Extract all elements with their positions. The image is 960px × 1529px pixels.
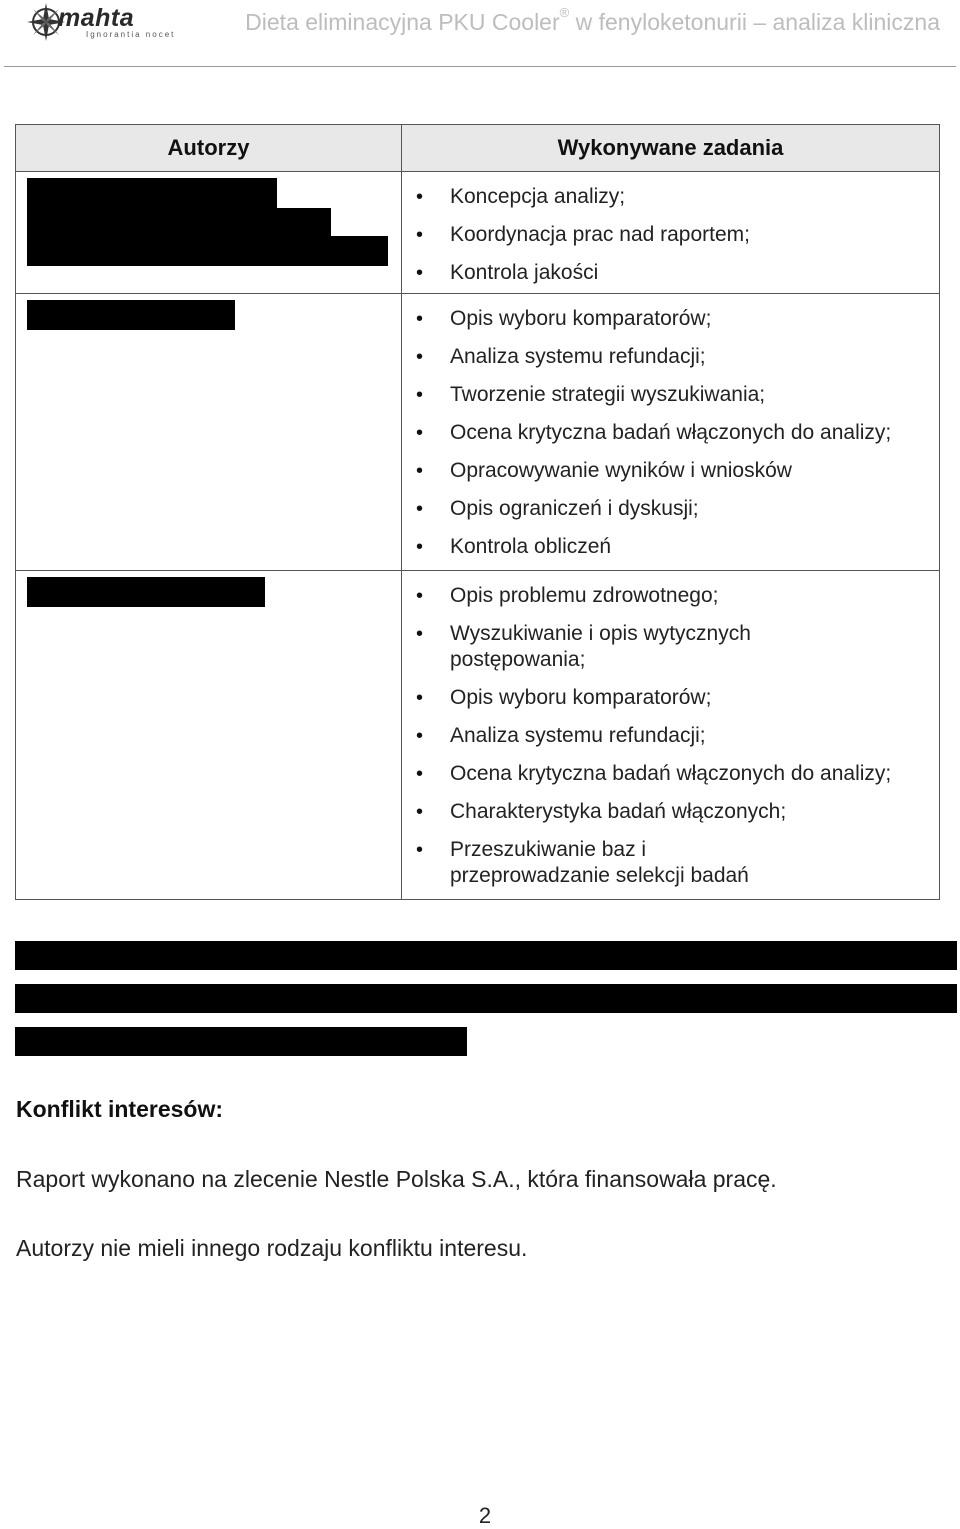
list-item: • Koncepcja analizy; xyxy=(402,184,939,210)
redaction-bar xyxy=(15,941,957,970)
header-divider xyxy=(4,66,956,67)
authors-tasks-table xyxy=(15,124,940,900)
redaction-bar xyxy=(27,300,235,330)
column-header-tasks: Wykonywane zadania xyxy=(402,125,940,172)
list-item: • Kontrola jakości xyxy=(402,260,939,286)
list-item: • Tworzenie strategii wyszukiwania; xyxy=(402,382,939,408)
registered-mark: ® xyxy=(559,5,570,21)
list-item: • Opis wyboru komparatorów; xyxy=(402,306,939,332)
table-header-row xyxy=(16,125,940,172)
table-row xyxy=(16,172,940,294)
redaction-bar xyxy=(27,178,277,208)
page-number: 2 xyxy=(478,1503,492,1528)
redaction-bar xyxy=(27,208,331,238)
list-item: • Opis ograniczeń i dyskusji; xyxy=(402,496,939,522)
list-item: • Analiza systemu refundacji; xyxy=(402,344,939,370)
task-list xyxy=(402,172,939,292)
document-title xyxy=(245,5,940,36)
redaction-bar xyxy=(15,1027,467,1056)
funding-statement: Raport wykonano na zlecenie Nestle Polska S.A., która finansowała pracę. xyxy=(16,1166,777,1192)
column-header-authors: Autorzy xyxy=(16,125,402,172)
conflict-statement: Autorzy nie mieli innego rodzaju konfliktu interesu. xyxy=(16,1235,528,1261)
author-cell-redacted xyxy=(16,172,402,294)
task-cell xyxy=(402,571,940,900)
redaction-bar xyxy=(27,236,388,266)
list-item: • Ocena krytyczna badań włączonych do analizy; xyxy=(402,761,939,787)
logo-tagline: Ignorantia nocet xyxy=(86,30,176,39)
conflict-heading: Konflikt interesów: xyxy=(16,1096,224,1122)
task-list xyxy=(402,294,939,566)
list-item: • Ocena krytyczna badań włączonych do analizy; xyxy=(402,420,939,446)
table-row xyxy=(16,571,940,900)
author-cell-redacted xyxy=(16,294,402,571)
logo-wordmark: mahta xyxy=(58,4,135,32)
list-item: • Kontrola obliczeń xyxy=(402,534,939,560)
document-title-suffix: w fenyloketonurii – analiza kliniczna xyxy=(569,9,940,35)
list-item: • Koordynacja prac nad raportem; xyxy=(402,222,939,248)
list-item: • Charakterystyka badań włączonych; xyxy=(402,799,939,825)
author-cell-redacted xyxy=(16,571,402,900)
document-title-main: Dieta eliminacyjna PKU Cooler xyxy=(245,9,560,35)
list-item: • Przeszukiwanie baz i przeprowadzanie selekcji badań xyxy=(402,837,939,889)
task-cell xyxy=(402,294,940,571)
task-list xyxy=(402,571,939,895)
list-item: • Analiza systemu refundacji; xyxy=(402,723,939,749)
list-item: • Opis wyboru komparatorów; xyxy=(402,685,939,711)
task-cell xyxy=(402,172,940,294)
redaction-bar xyxy=(27,577,265,607)
redaction-bar xyxy=(15,984,957,1013)
list-item: • Wyszukiwanie i opis wytycznych postępowania; xyxy=(402,621,939,673)
list-item: • Opis problemu zdrowotnego; xyxy=(402,583,939,609)
page-header xyxy=(0,0,960,68)
list-item: • Opracowywanie wyników i wniosków xyxy=(402,458,939,484)
table-row xyxy=(16,294,940,571)
